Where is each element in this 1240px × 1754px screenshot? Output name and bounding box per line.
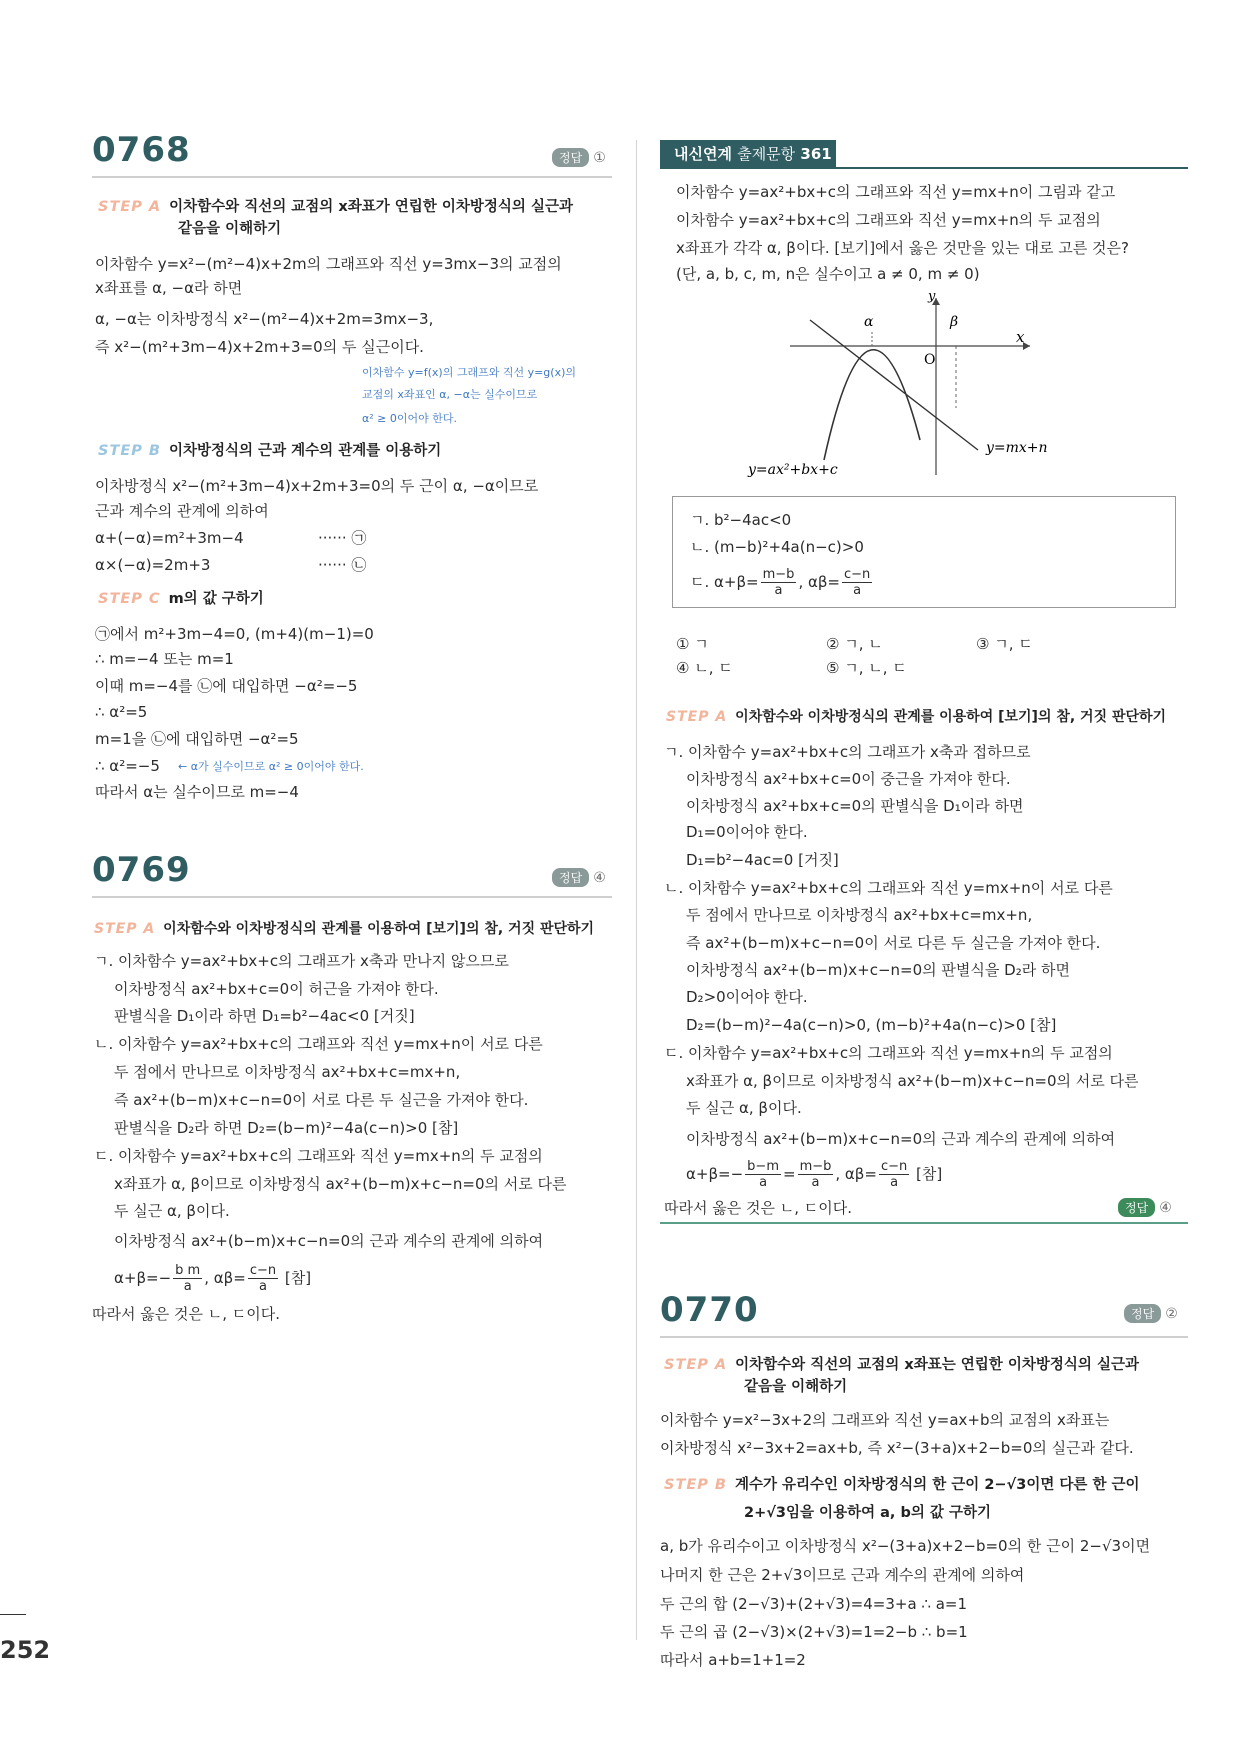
- step-b-heading: [98, 440, 441, 462]
- fraction: [842, 567, 872, 598]
- text-line: ∴ m=−4 또는 m=1: [95, 650, 234, 668]
- answer-0769: [552, 868, 606, 887]
- text-line: x좌표가 α, β이므로 이차방정식 ax²+(b−m)x+c−n=0의 서로 다른: [114, 1175, 567, 1193]
- formula-text: , αβ=: [835, 1165, 877, 1183]
- text-line: ∴ α²=−5: [95, 757, 160, 775]
- origin-label: O: [924, 352, 936, 368]
- step-title: 이차함수와 이차방정식의 관계를 이용하여 [보기]의 참, 거짓 판단하기: [735, 709, 1167, 725]
- answer-value: ④: [593, 870, 606, 886]
- numerator: c−n: [844, 567, 871, 582]
- beta-label: β: [950, 314, 959, 330]
- step-a-heading-cont: 같음을 이해하기: [744, 1379, 848, 1395]
- text-line: 즉 x²−(m²+3m−4)x+2m+3=0의 두 실근이다.: [95, 338, 424, 356]
- text-line: ㄴ. 이차함수 y=ax²+bx+c의 그래프와 직선 y=mx+n이 서로 다른: [664, 879, 1113, 897]
- section-rule: [660, 1336, 1188, 1338]
- text-line: 나머지 한 근은 2+√3이므로 근과 계수의 관계에 의하여: [660, 1566, 1025, 1584]
- denominator: a: [811, 1175, 820, 1190]
- line-curve: [810, 320, 978, 450]
- text-line: ㄱ. 이차함수 y=ax²+bx+c의 그래프가 x축과 접하므로: [664, 743, 1031, 761]
- choice-4[interactable]: ④ ㄴ, ㄷ: [676, 659, 733, 677]
- text-line: 이차방정식 x²−3x+2=ax+b, 즉 x²−(3+a)x+2−b=0의 실근과 같다.: [660, 1439, 1134, 1457]
- formula-text: =: [782, 1165, 796, 1183]
- question-number-0768: 0768: [92, 130, 191, 170]
- header-number: 361: [800, 145, 832, 163]
- y-label: y: [928, 290, 936, 304]
- step-b-heading-cont: 2+√3임을 이용하여 a, b의 값 구하기: [744, 1505, 991, 1521]
- answer-361: [1118, 1198, 1172, 1217]
- numerator: c−n: [249, 1263, 277, 1278]
- step-a-label: STEP A: [94, 921, 156, 937]
- side-note: α² ≥ 0이어야 한다.: [362, 412, 457, 425]
- text-line: 이차방정식 ax²+bx+c=0이 허근을 가져야 한다.: [114, 980, 439, 998]
- section-rule: [92, 176, 612, 178]
- answer-0768: [552, 148, 606, 167]
- text-line: x좌표가 α, β이므로 이차방정식 ax²+(b−m)x+c−n=0의 서로 다른: [686, 1072, 1139, 1090]
- question-line: 이차함수 y=ax²+bx+c의 그래프와 직선 y=mx+n이 그림과 같고: [676, 183, 1116, 201]
- text-line: 이차방정식 ax²+bx+c=0이 중근을 가져야 한다.: [686, 770, 1011, 788]
- step-title: 계수가 유리수인 이차방정식의 한 근이 2−√3이면 다른 한 근이: [734, 1477, 1140, 1493]
- formula-text: , αβ=: [798, 573, 841, 591]
- formula-line: [114, 1262, 311, 1294]
- step-a-label: STEP A: [666, 709, 728, 725]
- question-number-0769: 0769: [92, 850, 191, 890]
- text-line: 두 실근 α, β이다.: [114, 1202, 230, 1220]
- equation-mark: ······ ㉡: [318, 556, 367, 574]
- formula-text: [참]: [284, 1269, 312, 1287]
- step-a-label: STEP A: [664, 1357, 728, 1373]
- text-line: ㄷ. 이차함수 y=ax²+bx+c의 그래프와 직선 y=mx+n의 두 교점의: [94, 1147, 543, 1165]
- denominator: a: [183, 1279, 192, 1294]
- text-line: ㉠에서 m²+3m−4=0, (m+4)(m−1)=0: [95, 625, 374, 643]
- denominator: a: [853, 583, 862, 598]
- answer-badge: 정답: [1118, 1198, 1155, 1217]
- text-line: 두 근의 곱 (2−√3)×(2+√3)=1=2−b ∴ b=1: [660, 1623, 968, 1641]
- text-line: 판별식을 D₂라 하면 D₂=(b−m)²−4a(c−n)>0 [참]: [114, 1119, 459, 1137]
- text-line: α×(−α)=2m+3: [95, 556, 211, 574]
- answer-value: ②: [1165, 1306, 1178, 1322]
- text-line: x좌표를 α, −α라 하면: [95, 279, 243, 297]
- text-line: ㄷ. 이차함수 y=ax²+bx+c의 그래프와 직선 y=mx+n의 두 교점의: [664, 1044, 1113, 1062]
- question-line: x좌표가 각각 α, β이다. [보기]에서 옳은 것만을 있는 대로 고른 것은?: [676, 239, 1129, 257]
- conclusion: 따라서 옳은 것은 ㄴ, ㄷ이다.: [664, 1199, 852, 1217]
- text-line: α+(−α)=m²+3m−4: [95, 529, 244, 547]
- formula-text: [참]: [916, 1165, 943, 1183]
- text-line: 이차방정식 x²−(m²+3m−4)x+2m+3=0의 두 근이 α, −α이므로: [95, 477, 539, 495]
- numerator: m−b: [799, 1159, 832, 1174]
- fraction: [798, 1159, 834, 1190]
- alpha-label: α: [864, 314, 874, 330]
- step-a-heading-cont: 같음을 이해하기: [178, 221, 282, 237]
- numerator: c−n: [880, 1159, 908, 1174]
- answer-0770: [1124, 1304, 1178, 1323]
- text-line: 판별식을 D₁이라 하면 D₁=b²−4ac<0 [거짓]: [114, 1007, 415, 1025]
- text-line: 근과 계수의 관계에 의하여: [95, 502, 269, 520]
- formula-line: [686, 1158, 942, 1190]
- numerator: b m: [175, 1263, 201, 1278]
- question-line: (단, a, b, c, m, n은 실수이고 a ≠ 0, m ≠ 0): [676, 265, 980, 283]
- step-title: 이차함수와 이차방정식의 관계를 이용하여 [보기]의 참, 거짓 판단하기: [163, 921, 595, 937]
- text-line: ㄴ. 이차함수 y=ax²+bx+c의 그래프와 직선 y=mx+n이 서로 다른: [94, 1035, 543, 1053]
- text-line: 이때 m=−4를 ㉡에 대입하면 −α²=−5: [95, 677, 358, 695]
- answer-badge: 정답: [1124, 1304, 1161, 1323]
- step-b-label: STEP B: [664, 1477, 727, 1493]
- header-sub: 출제문항: [737, 145, 796, 163]
- step-title: 이차함수와 직선의 교점의 x좌표가 연립한 이차방정식의 실근과: [169, 199, 573, 215]
- denominator: a: [759, 1175, 768, 1190]
- step-a-heading: [664, 1354, 1139, 1376]
- page-margin-rule: [0, 1614, 26, 1615]
- curve-label: y=ax²+bx+c: [748, 462, 838, 478]
- formula-text: α+β=−: [114, 1269, 172, 1287]
- fraction: [879, 1159, 909, 1190]
- answer-value: ④: [1159, 1200, 1172, 1216]
- bogi-item: ㄱ. b²−4ac<0: [690, 511, 792, 529]
- text-line: 이차함수 y=x²−(m²−4)x+2m의 그래프와 직선 y=3mx−3의 교점의: [95, 255, 562, 273]
- section-rule: [92, 896, 612, 898]
- text-line: a, b가 유리수이고 이차방정식 x²−(3+a)x+2−b=0의 한 근이 2−√3이면: [660, 1537, 1151, 1555]
- text-line: D₁=b²−4ac=0 [거짓]: [686, 851, 839, 869]
- choice-2[interactable]: ② ㄱ, ㄴ: [826, 635, 883, 653]
- step-a-heading: [98, 196, 573, 218]
- numerator: m−b: [762, 567, 795, 582]
- naesin-end-rule: [660, 1222, 1188, 1224]
- step-c-label: STEP C: [98, 591, 161, 607]
- text-line: 두 실근 α, β이다.: [686, 1099, 802, 1117]
- equation-mark: ······ ㉠: [318, 529, 367, 547]
- step-title: 이차방정식의 근과 계수의 관계를 이용하기: [168, 443, 442, 459]
- line-label: y=mx+n: [986, 440, 1048, 456]
- text-line: 이차방정식 ax²+bx+c=0의 판별식을 D₁이라 하면: [686, 797, 1024, 815]
- step-title: m의 값 구하기: [168, 591, 264, 607]
- formula-text: α+β=−: [686, 1165, 744, 1183]
- text-line: α, −α는 이차방정식 x²−(m²−4)x+2m=3mx−3,: [95, 310, 434, 328]
- page-number: 252: [0, 1636, 51, 1664]
- side-note: 교점의 x좌표인 α, −α는 실수이므로: [362, 388, 538, 401]
- answer-badge: 정답: [552, 868, 589, 887]
- header-label: 내신연계: [674, 145, 732, 163]
- bogi-item: [690, 566, 874, 598]
- text-line: 따라서 α는 실수이므로 m=−4: [95, 783, 299, 801]
- text-line: 이차방정식 ax²+(b−m)x+c−n=0의 판별식을 D₂라 하면: [686, 961, 1070, 979]
- question-number-0770: 0770: [660, 1290, 759, 1330]
- denominator: a: [774, 583, 783, 598]
- text-line: D₂=(b−m)²−4a(c−n)>0, (m−b)²+4a(n−c)>0 [참]: [686, 1016, 1057, 1034]
- fraction: [745, 1159, 781, 1190]
- text-line: 두 점에서 만나므로 이차방정식 ax²+bx+c=mx+n,: [686, 906, 1033, 924]
- header-rule: [660, 167, 1188, 169]
- text-line: 이차함수 y=x²−3x+2의 그래프와 직선 y=ax+b의 교점의 x좌표는: [660, 1411, 1110, 1429]
- function-graph: [740, 290, 1080, 480]
- step-a-heading: [94, 918, 594, 940]
- answer-value: ①: [593, 150, 606, 166]
- denominator: a: [890, 1175, 899, 1190]
- choice-5[interactable]: ⑤ ㄱ, ㄴ, ㄷ: [826, 659, 907, 677]
- formula-text: , αβ=: [204, 1269, 246, 1287]
- text-line: 이차방정식 ax²+(b−m)x+c−n=0의 근과 계수의 관계에 의하여: [114, 1232, 544, 1250]
- column-divider: [636, 140, 637, 1640]
- text-line: 즉 ax²+(b−m)x+c−n=0이 서로 다른 두 실근을 가져야 한다.: [686, 934, 1101, 952]
- denominator: a: [258, 1279, 267, 1294]
- text-line: 따라서 a+b=1+1=2: [660, 1651, 806, 1669]
- text-line: 즉 ax²+(b−m)x+c−n=0이 서로 다른 두 실근을 가져야 한다.: [114, 1091, 529, 1109]
- conclusion: 따라서 옳은 것은 ㄴ, ㄷ이다.: [92, 1305, 280, 1323]
- step-c-heading: [98, 588, 264, 610]
- step-b-heading: [664, 1474, 1140, 1496]
- side-note: ← α가 실수이므로 α² ≥ 0이어야 한다.: [178, 760, 364, 773]
- fraction: [761, 567, 797, 598]
- text-line: ㄱ. 이차함수 y=ax²+bx+c의 그래프가 x축과 만나지 않으므로: [94, 952, 509, 970]
- formula-text: ㄷ. α+β=: [690, 573, 759, 591]
- numerator: b−m: [747, 1159, 779, 1174]
- fraction: [248, 1263, 278, 1294]
- parabola-curve: [824, 350, 920, 460]
- step-a-heading: [666, 706, 1166, 728]
- text-line: D₁=0이어야 한다.: [686, 823, 808, 841]
- choice-1[interactable]: ① ㄱ: [676, 635, 709, 653]
- bogi-item: ㄴ. (m−b)²+4a(n−c)>0: [690, 538, 864, 556]
- naesin-header: [660, 140, 836, 168]
- x-label: x: [1016, 328, 1025, 346]
- text-line: D₂>0이어야 한다.: [686, 988, 808, 1006]
- text-line: ∴ α²=5: [95, 703, 148, 721]
- side-note: 이차함수 y=f(x)의 그래프와 직선 y=g(x)의: [362, 366, 576, 379]
- answer-badge: 정답: [552, 148, 589, 167]
- text-line: m=1을 ㉡에 대입하면 −α²=5: [95, 730, 299, 748]
- step-a-label: STEP A: [98, 199, 162, 215]
- question-line: 이차함수 y=ax²+bx+c의 그래프와 직선 y=mx+n의 두 교점의: [676, 211, 1101, 229]
- text-line: 두 점에서 만나므로 이차방정식 ax²+bx+c=mx+n,: [114, 1063, 461, 1081]
- text-line: 두 근의 합 (2−√3)+(2+√3)=4=3+a ∴ a=1: [660, 1595, 968, 1613]
- step-b-label: STEP B: [98, 443, 161, 459]
- choice-3[interactable]: ③ ㄱ, ㄷ: [976, 635, 1033, 653]
- fraction: [173, 1263, 202, 1294]
- text-line: 이차방정식 ax²+(b−m)x+c−n=0의 근과 계수의 관계에 의하여: [686, 1130, 1116, 1148]
- step-title: 이차함수와 직선의 교점의 x좌표는 연립한 이차방정식의 실근과: [735, 1357, 1139, 1373]
